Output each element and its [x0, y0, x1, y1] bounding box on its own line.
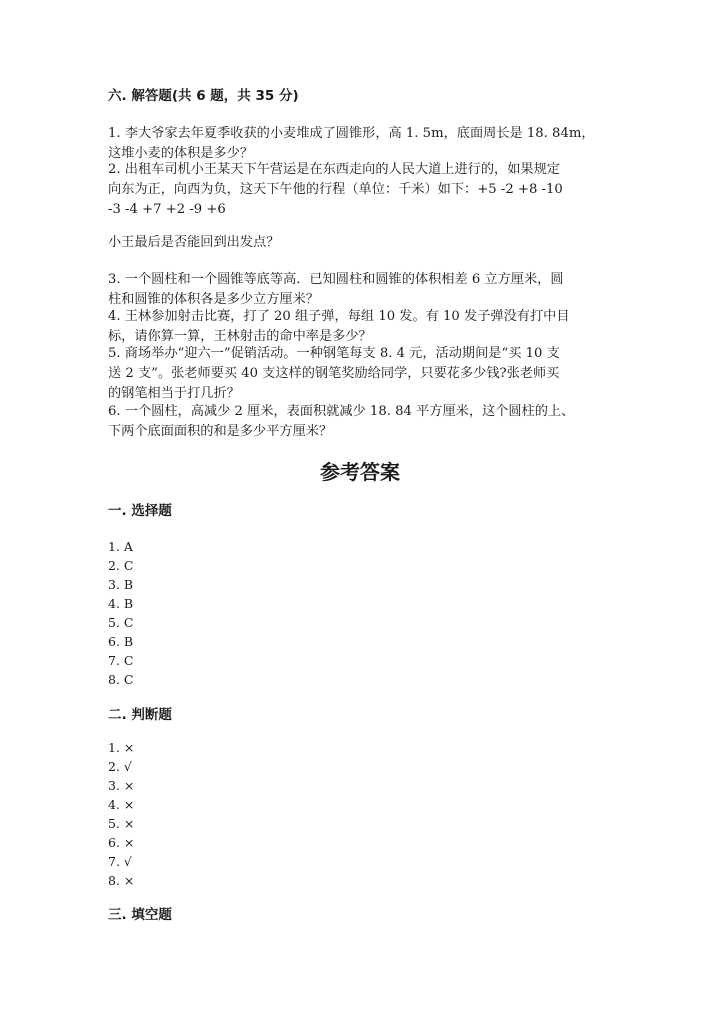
- question-3-line-1: 3. 一个圆柱和一个圆锥等底等高．已知圆柱和圆锥的体积相差 6 立方厘米，圆: [108, 272, 564, 287]
- judge-answer: 2. √: [108, 759, 132, 774]
- question-1: [108, 124, 595, 164]
- judge-answer: 4. ×: [108, 797, 135, 812]
- fill-heading: 三. 填空题: [108, 907, 172, 923]
- judge-answer: 7. √: [108, 854, 132, 869]
- question-6-line-1: 6. 一个圆柱，高减少 2 厘米，表面积就减少 18. 84 平方厘米，这个圆柱的上、: [108, 404, 575, 419]
- question-2: [108, 160, 563, 220]
- judge-answer: 3. ×: [108, 778, 135, 793]
- choice-answer: 8. C: [108, 672, 134, 687]
- question-4-line-2: 标，请你算一算，王林射击的命中率是多少？: [108, 329, 372, 344]
- answers-title: 参考答案: [320, 460, 400, 484]
- choice-answer: 4. B: [108, 596, 134, 611]
- question-1-line-2: 这堆小麦的体积是多少？: [108, 146, 254, 161]
- question-2-line-3: -3 -4 +7 +2 -9 +6: [108, 202, 226, 217]
- question-6: [108, 402, 574, 442]
- question-3: [108, 270, 564, 310]
- judge-answer: 5. ×: [108, 816, 135, 831]
- question-3-line-2: 柱和圆锥的体积各是多少立方厘米？: [108, 292, 319, 307]
- question-5-line-3: 的钢笔相当于打几折？: [108, 386, 240, 401]
- judge-answers: [108, 738, 134, 890]
- judge-answer: 6. ×: [108, 835, 135, 850]
- question-5: [108, 344, 560, 404]
- question-2-line-1: 2. 出租车司机小王某天下午营运是在东西走向的人民大道上进行的，如果规定: [108, 162, 560, 177]
- question-2-question: 小王最后是否能回到出发点？: [108, 235, 280, 250]
- section-6-heading: 六. 解答题(共 6 题，共 35 分): [108, 88, 299, 104]
- choice-answer: 7. C: [108, 653, 134, 668]
- choice-answer: 2. C: [108, 558, 134, 573]
- choice-answer: 1. A: [108, 539, 133, 554]
- question-5-line-2: 送 2 支”。张老师要买 40 支这样的钢笔奖励给同学，只要花多少钱?张老师买: [108, 366, 560, 381]
- choice-answer: 6. B: [108, 634, 134, 649]
- choice-heading: 一. 选择题: [108, 503, 172, 519]
- question-4: [108, 307, 570, 347]
- judge-answer: 1. ×: [108, 740, 135, 755]
- choice-answer: 3. B: [108, 577, 134, 592]
- question-2-line-2: 向东为正，向西为负，这天下午他的行程（单位：千米）如下：+5 -2 +8 -10: [108, 182, 563, 197]
- question-5-line-1: 5. 商场举办“迎六一”促销活动。一种钢笔每支 8. 4 元，活动期间是“买 10 支: [108, 346, 560, 361]
- question-6-line-2: 下两个底面面积的和是多少平方厘米？: [108, 424, 333, 439]
- choice-answer: 5. C: [108, 615, 134, 630]
- judge-heading: 二. 判断题: [108, 707, 172, 723]
- choice-answers: [108, 537, 133, 689]
- judge-answer: 8. ×: [108, 873, 135, 888]
- question-4-line-1: 4. 王林参加射击比赛，打了 20 组子弹，每组 10 发。有 10 发子弹没有打中目: [108, 309, 570, 324]
- question-1-line-1: 1. 李大爷家去年夏季收获的小麦堆成了圆锥形，高 1. 5m，底面周长是 18. 84m，: [108, 126, 595, 141]
